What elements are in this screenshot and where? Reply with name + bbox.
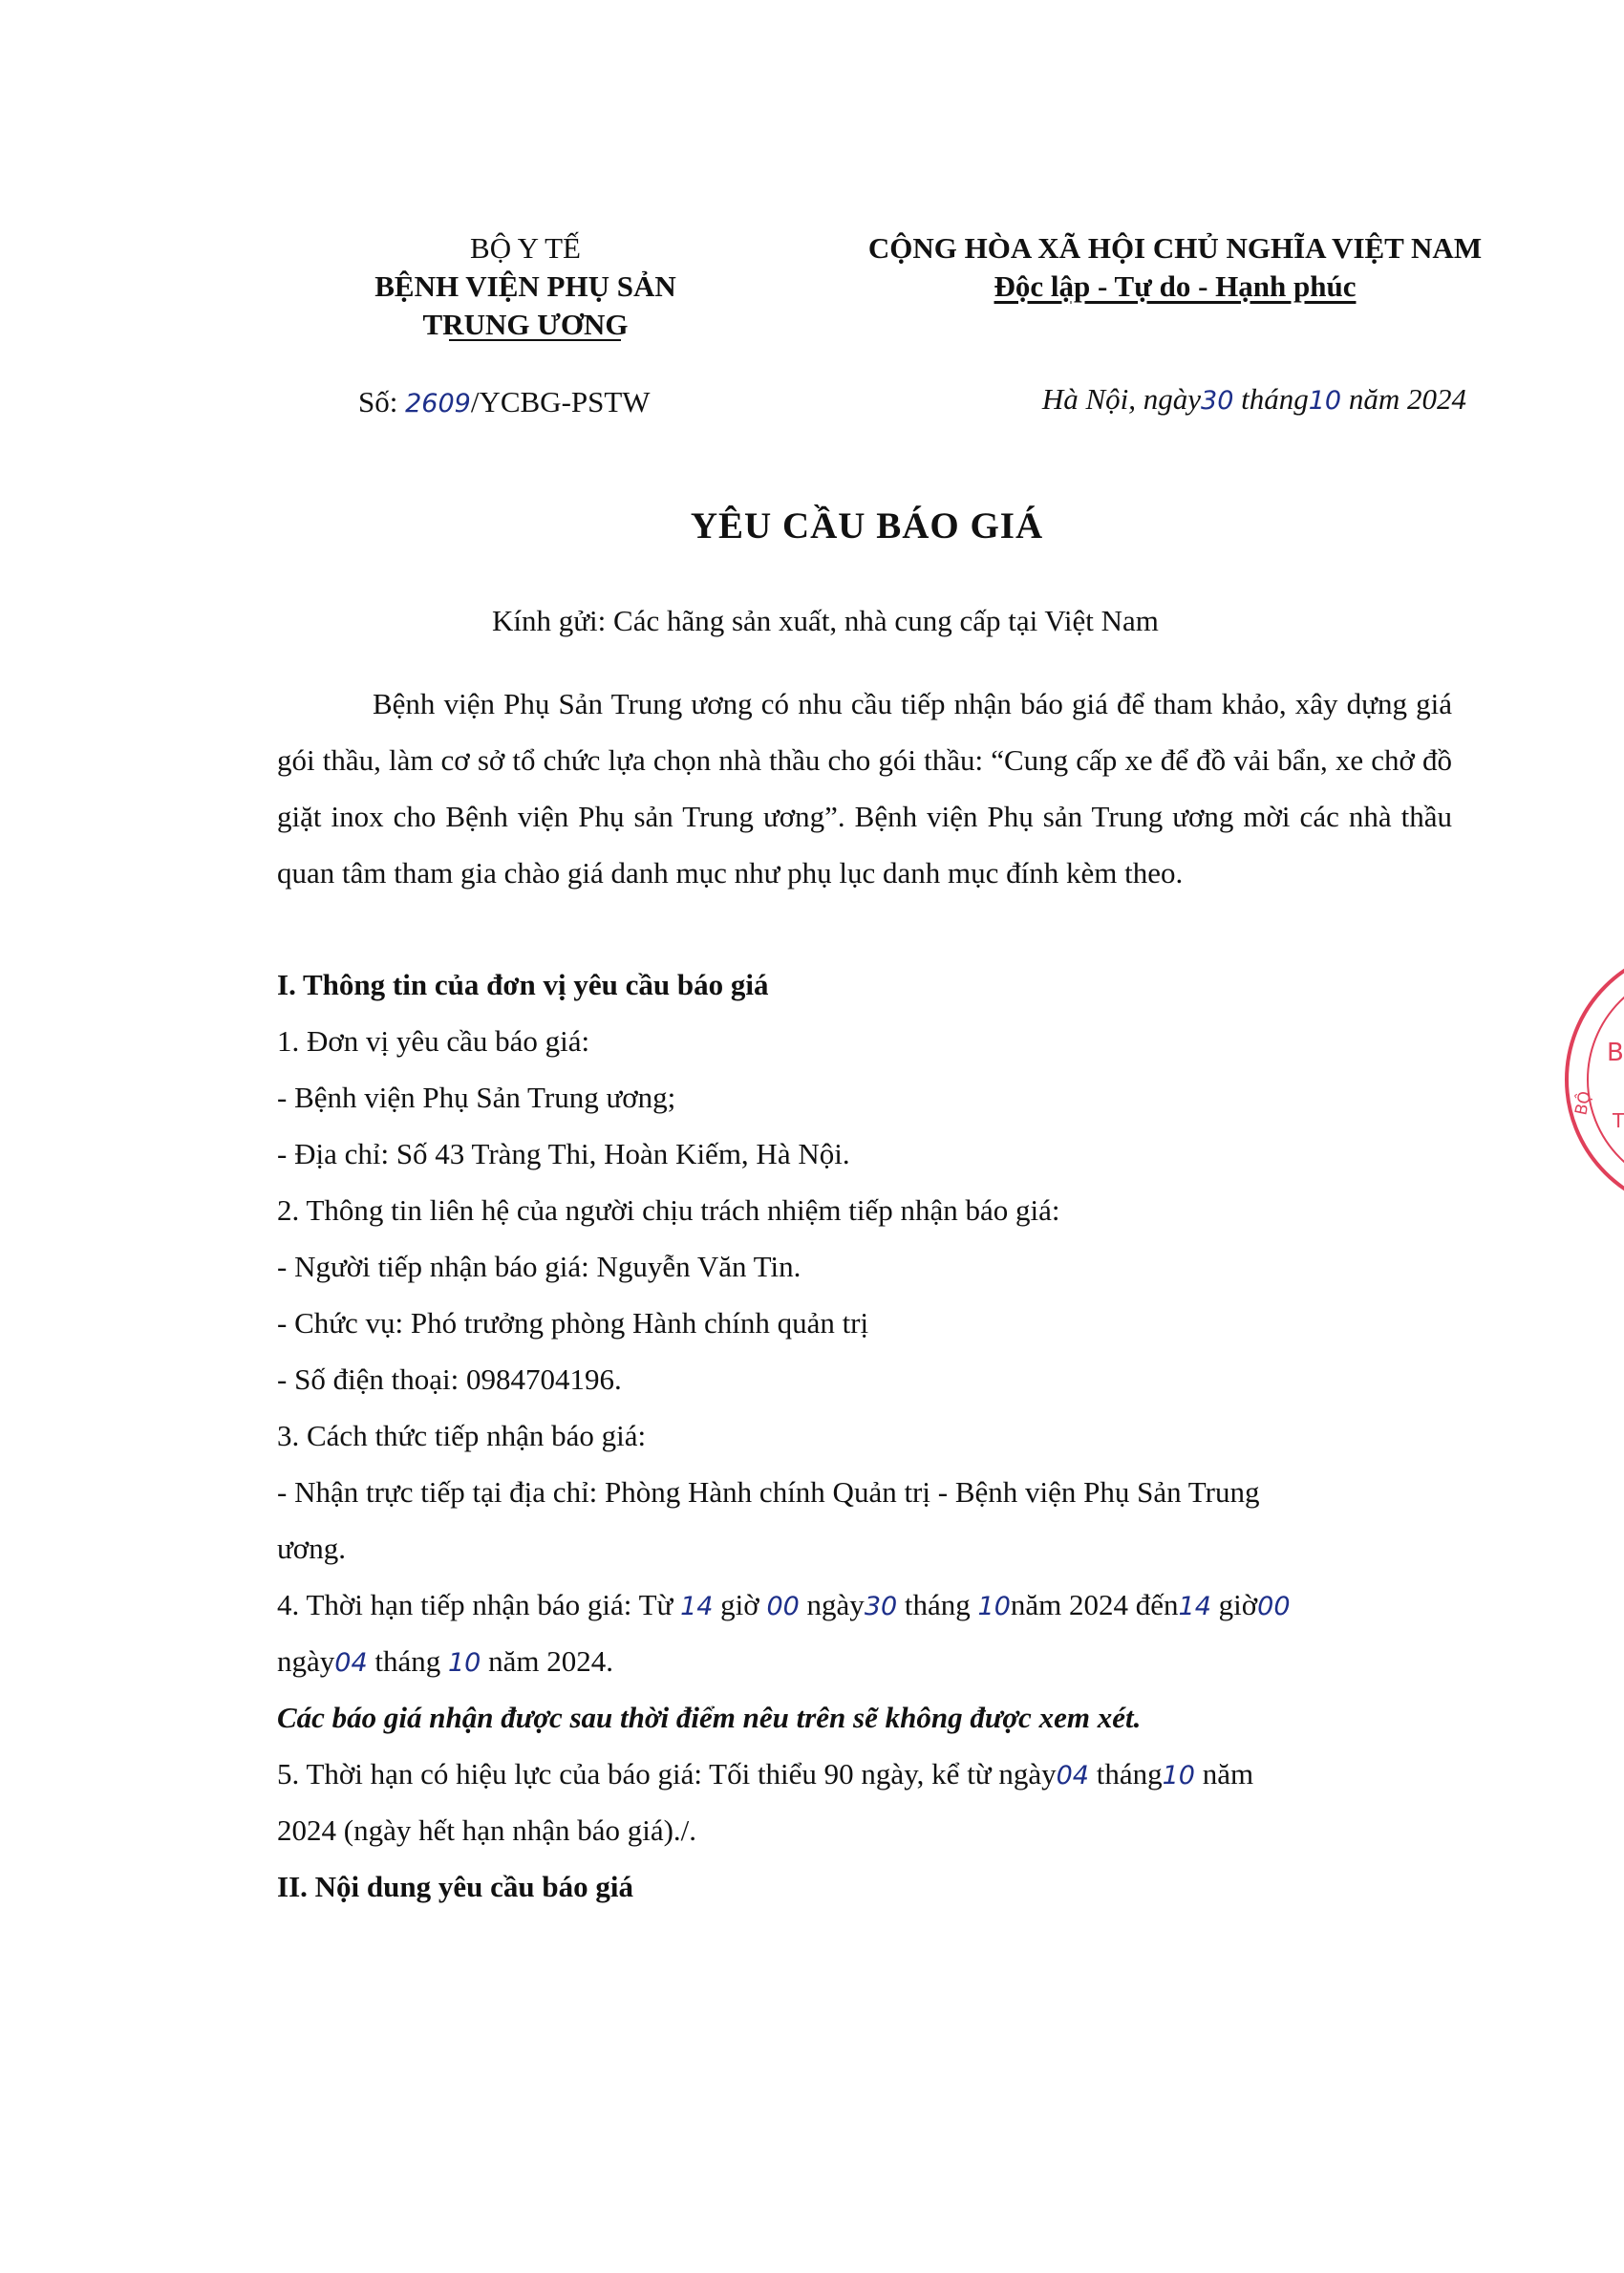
section1-item3-method-line2: ương. xyxy=(277,1532,346,1565)
national-motto: Độc lập - Tự do - Hạnh phúc xyxy=(994,269,1357,303)
section1-item2-position: - Chức vụ: Phó trưởng phòng Hành chính quản trị xyxy=(277,1306,869,1340)
section1-item2-phone: - Số điện thoại: 0984704196. xyxy=(277,1362,622,1396)
reference-number xyxy=(358,385,651,419)
item4-hour-to-handwritten: 14 xyxy=(1178,1592,1211,1621)
stamp-text-bottom: T xyxy=(1613,1109,1624,1132)
section1-item2: 2. Thông tin liên hệ của người chịu trách nhiệm tiếp nhận báo giá: xyxy=(277,1193,1060,1227)
section1-item3: 3. Cách thức tiếp nhận báo giá: xyxy=(277,1419,647,1452)
header-left xyxy=(315,229,736,344)
section1-item1-address: - Địa chỉ: Số 43 Tràng Thi, Hoàn Kiếm, Hà Nội. xyxy=(277,1137,850,1170)
item5-day-handwritten: 04 xyxy=(1056,1761,1089,1791)
item4-hour-from-handwritten: 14 xyxy=(680,1592,714,1621)
item5-text-year: năm xyxy=(1202,1757,1254,1791)
item5-text-month: tháng xyxy=(1096,1757,1163,1791)
section1-item4-line1 xyxy=(277,1588,1291,1622)
section1-item4-line2 xyxy=(277,1644,613,1679)
item4-minute-from-handwritten: 00 xyxy=(766,1592,800,1621)
document-title: YÊU CẦU BÁO GIÁ xyxy=(690,505,1044,547)
item4-text-day: ngày xyxy=(806,1588,865,1621)
item4-day-to-handwritten: 04 xyxy=(334,1648,368,1678)
section1-item1: 1. Đơn vị yêu cầu báo giá: xyxy=(277,1024,590,1058)
header-left-divider xyxy=(449,339,621,341)
item4-month-to-handwritten: 10 xyxy=(448,1648,481,1678)
date-year: năm 2024 xyxy=(1348,382,1466,416)
stamp-text-left: BỘ xyxy=(1571,1089,1596,1118)
section1-item1-name: - Bệnh viện Phụ Sản Trung ương; xyxy=(277,1081,676,1114)
ref-prefix: Số: xyxy=(358,385,398,418)
document-date xyxy=(1042,382,1466,417)
item5-text: 5. Thời hạn có hiệu lực của báo giá: Tối thiểu 90 ngày, kể từ ngày xyxy=(277,1757,1057,1791)
official-stamp-partial xyxy=(1536,946,1624,1213)
ministry-name: BỘ Y TẾ xyxy=(470,231,581,265)
intro-text: Bệnh viện Phụ Sản Trung ương có nhu cầu tiếp nhận báo giá để tham khảo, xây dựng giá gói thầu, làm cơ sở tổ chức lựa chọn nhà thầu cho gói thầu: “Cung cấp xe để đồ vải bẩn, xe chở đồ giặt inox cho Bệnh viện Phụ sản Trung ương”. Bệnh viện Phụ sản Trung ương mời các nhà thầu quan tâm tham gia chào giá danh mục như phụ lục danh mục đính kèm theo. xyxy=(277,687,1452,890)
date-month-label: tháng xyxy=(1241,382,1309,416)
item4-text-year-end: năm 2024. xyxy=(488,1644,613,1678)
intro-paragraph xyxy=(277,675,1452,901)
country-name: CỘNG HÒA XÃ HỘI CHỦ NGHĨA VIỆT NAM xyxy=(867,231,1483,265)
item4-text-hour-to: giờ xyxy=(1218,1588,1258,1621)
hospital-name-line1: BỆNH VIỆN PHỤ SẢN xyxy=(374,269,676,303)
ref-number-handwritten: 2609 xyxy=(405,389,471,418)
item4-text-day-to: ngày xyxy=(277,1644,335,1678)
section1-item5-line1 xyxy=(277,1757,1253,1791)
hospital-name-line2: TRUNG ƯƠNG xyxy=(422,308,629,341)
item4-text-month: tháng xyxy=(904,1588,971,1621)
section1-item3-method-line1: - Nhận trực tiếp tại địa chỉ: Phòng Hành chính Quản trị - Bệnh viện Phụ Sản Trung xyxy=(277,1475,1260,1509)
date-month-handwritten: 10 xyxy=(1308,386,1342,416)
item4-text-month-to: tháng xyxy=(374,1644,441,1678)
deadline-warning: Các báo giá nhận được sau thời điểm nêu trên sẽ không được xem xét. xyxy=(277,1701,1142,1734)
date-day-handwritten: 30 xyxy=(1201,386,1234,416)
item4-text-year-to: năm 2024 đến xyxy=(1010,1588,1179,1621)
item4-day-from-handwritten: 30 xyxy=(864,1592,898,1621)
date-prefix: Hà Nội, ngày xyxy=(1041,382,1202,416)
section1-heading: I. Thông tin của đơn vị yêu cầu báo giá xyxy=(277,968,769,1001)
header-right xyxy=(736,229,1614,306)
item4-month-from-handwritten: 10 xyxy=(977,1592,1011,1621)
ref-suffix: /YCBG-PSTW xyxy=(470,385,651,418)
item5-month-handwritten: 10 xyxy=(1162,1761,1195,1791)
section1-item5-line2: 2024 (ngày hết hạn nhận báo giá)./. xyxy=(277,1813,697,1847)
item4-text-from: 4. Thời hạn tiếp nhận báo giá: Từ xyxy=(277,1588,673,1621)
stamp-outer-ring xyxy=(1567,948,1624,1212)
section2-heading: II. Nội dung yêu cầu báo giá xyxy=(277,1870,633,1903)
item4-minute-to-handwritten: 00 xyxy=(1257,1592,1291,1621)
section1-item2-person: - Người tiếp nhận báo giá: Nguyễn Văn Tin. xyxy=(277,1250,801,1283)
recipient-line: Kính gửi: Các hãng sản xuất, nhà cung cấp tại Việt Nam xyxy=(492,604,1159,637)
stamp-text-top: B xyxy=(1607,1039,1624,1067)
item4-text-hour: giờ xyxy=(720,1588,759,1621)
